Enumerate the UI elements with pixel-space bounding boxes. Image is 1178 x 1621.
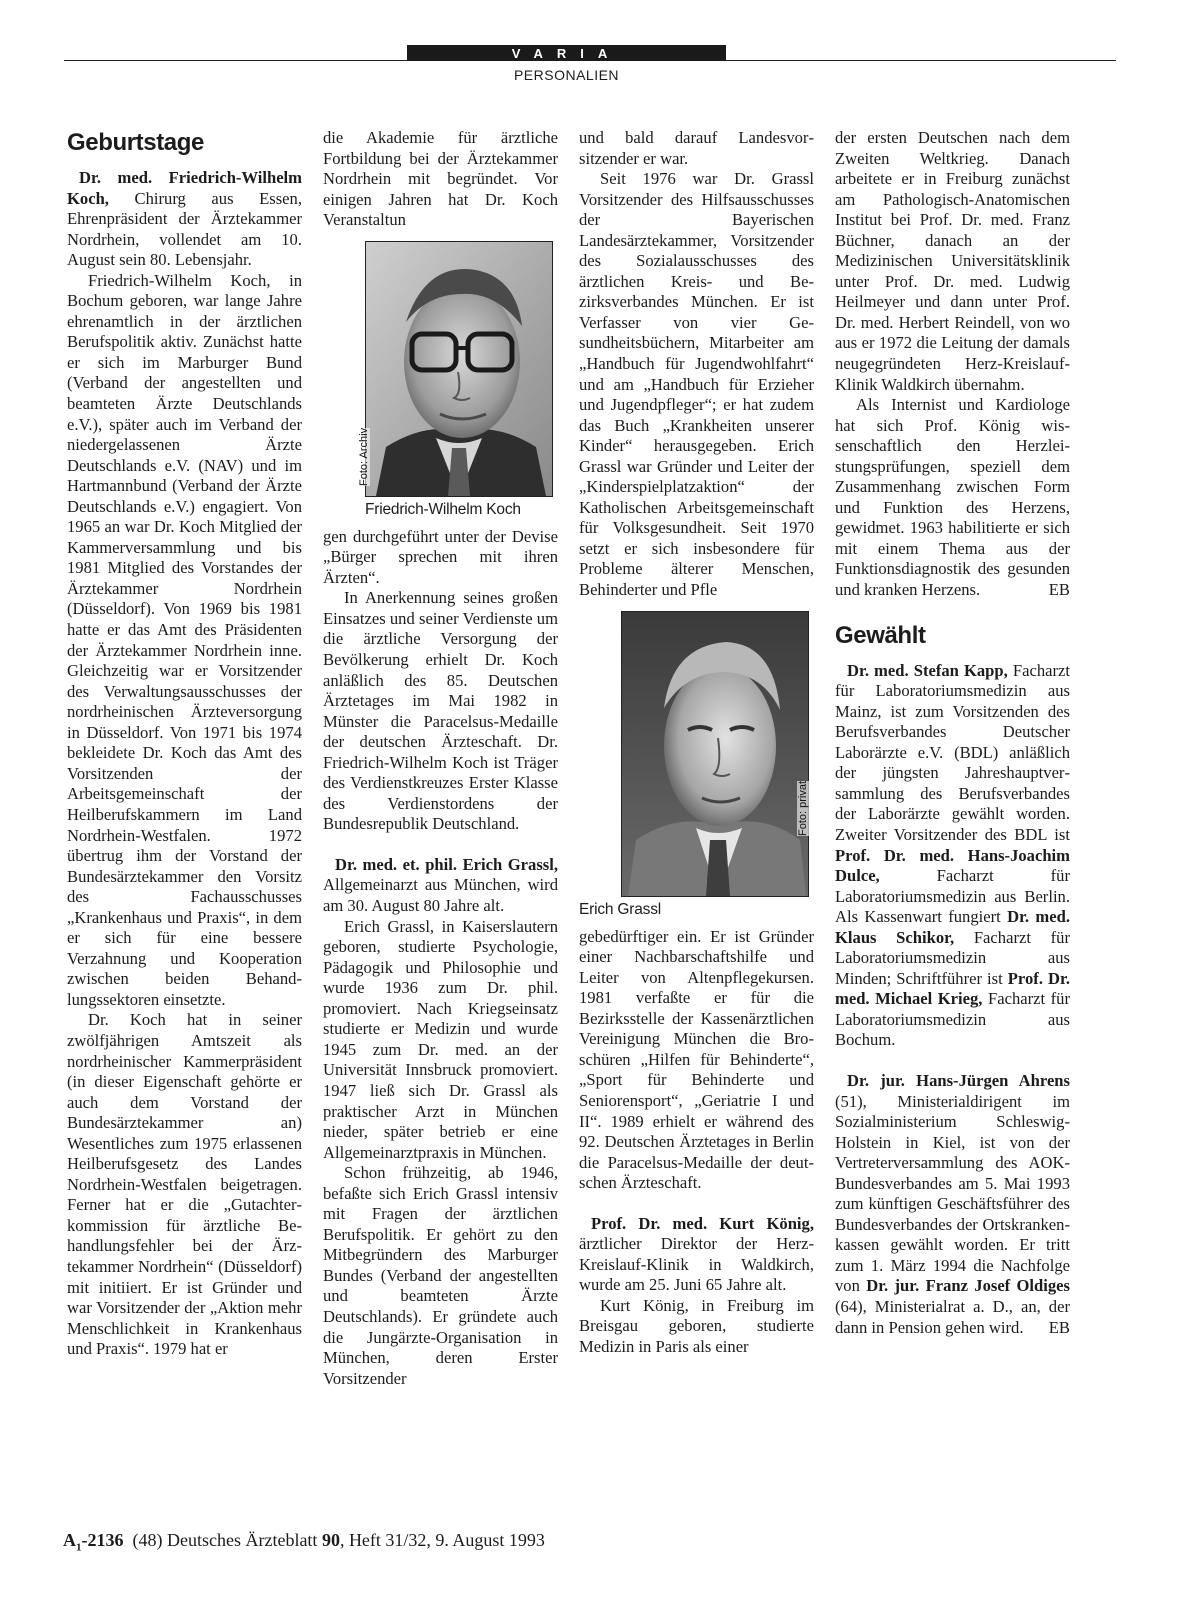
person-name: Dr. med. Klaus Schikor, xyxy=(835,907,1070,947)
page-footer: $A_1-2136$ (48) Deutsches Ärzteblatt 90, Heft 31/32, 9. August 1993 xyxy=(63,1530,545,1554)
paragraph: Prof. Dr. med. Kurt König, ärztlicher Direktor der Herz-Kreislauf-Klinik in Waldkirch, wurde am 25. Juni 65 Jahre alt. xyxy=(579,1213,814,1295)
paragraph: Schon frühzeitig, ab 1946, befaßte sich Erich Grassl intensiv mit Fragen der ärztlichen Berufspolitik. Er gehört zu den Mitbegründern des Marburger Bundes (Verband der angestellten und beamteten Ärzte Deutschlands). Er gründete auch die Jungärzte-Organisation in München, deren Erster Vorsitzender xyxy=(323,1163,558,1388)
column-2 xyxy=(323,128,558,1389)
person-name: Dr. med. Stefan Kapp, xyxy=(847,660,1008,680)
heading-geburtstage: Geburtstage xyxy=(67,129,204,156)
photo-credit: Foto: privat xyxy=(796,780,809,836)
paragraph: und bald darauf Landesvorsitzender er war. xyxy=(579,128,814,168)
paragraph: gebedürftiger ein. Er ist Gründer einer Nachbarschaftshilfe und Leiter von Altenpflegekursen. 1981 verfaßte er für die Bezirksstelle der Kassenärztlichen Vereinigung München die Broschüren „Hilfen für Behinderte“, „Sport für Behinderte und Seniorensport“, „Geriatrie I und II“. 1989 erhielt er während des 92. Deutschen Ärztetages in Berlin die Paracelsus-Medaille der deutschen Ärzteschaft. xyxy=(579,926,814,1193)
paragraph: Seit 1976 war Dr. Grassl Vorsitzender des Hilfsausschusses der Bayerischen Landesärztekammer, Vorsitzender des Sozialausschusses des ärztlichen Kreis- und Bezirksverbandes München. Er ist Verfasser von vier Gesundheitsbüchern, Mitarbeiter am „Handbuch für Jugendwohlfahrt“ und am „Handbuch für Erzieher und Jugendpfleger“; er hat zudem das Buch „Krankheiten unserer Kinder“ herausgegeben. Erich Grassl war Gründer und Leiter der „Kinderspielplatzaktion“ der Katholischen Arbeitsgemeinschaft für Volksgesundheit. Seit 1970 setzt er sich insbesondere für Probleme älterer Menschen, Behinderter und Pfle xyxy=(579,169,814,600)
paragraph: gen durchgeführt unter der Devise „Bürger sprechen mit ihren Ärzten“. xyxy=(323,526,558,587)
paragraph: Dr. med. Stefan Kapp, Facharzt für Laboratoriumsmedizin aus Mainz, ist zum Vorsitzenden des Berufsverbandes Deutscher Laborärzte e.V. (BDL) anläßlich der jüngsten Jahreshauptversammlung des Berufsverbandes der Laborärzte gewählt worden. Zweiter Vorsitzender des BDL ist Prof. Dr. med. Hans-Joachim Dulce, Facharzt für Laboratoriumsmedizin aus Berlin. Als Kassenwart fungiert Dr. med. Klaus Schikor, Facharzt für Laboratoriumsmedizin aus Minden; Schriftführer ist Prof. Dr. med. Michael Krieg, Facharzt für Laboratoriumsmedizin aus Bochum. xyxy=(835,660,1071,1050)
photo-caption: Friedrich-Wilhelm Koch xyxy=(365,500,521,518)
portrait-grassl-image xyxy=(622,612,808,896)
paragraph: Dr. med. Friedrich-Wilhelm Koch, Chirurg aus Essen, Ehrenpräsident der Ärztekammer Nordrhein, vollendet am 10. August sein 80. Lebensjahr. xyxy=(67,168,302,270)
person-name: Dr. med. Friedrich-Wilhelm Koch, xyxy=(67,168,302,208)
photo-caption: Erich Grassl xyxy=(579,900,662,918)
paragraph: Friedrich-Wilhelm Koch, in Bochum geboren, war lange Jahre ehrenamtlich in der ärztlichen Berufspolitik aktiv. Zunächst hatte er sich im Marburger Bund (Verband der angestellten und beamteten Ärzte Deutschlands e.V.), später auch im Verband der niedergelassenen Ärzte Deutschlands e.V. (NAV) und im Hartmannbund (Verband der Ärzte Deutschlands e.V.) engagiert. Von 1965 an war Dr. Koch Mitglied der Kammerversammlung und bis 1981 Mitglied des Vorstandes der Ärztekammer Nordrhein (Düsseldorf). Von 1969 bis 1981 hatte er das Amt des Präsidenten der Ärztekammer Nordrhein inne. Gleichzeitig war er Vorsitzender des Verwaltungsausschusses der nordrheinischen Ärzteversorgung in Düsseldorf. Von 1971 bis 1974 bekleidete Dr. Koch das Amt des Vorsitzenden der Arbeitsgemeinschaft der Heilberufskammern im Land Nordrhein-Westfalen. 1972 übertrug ihm der Vorstand der Bundesärztekammer den Vorsitz des Fachausschusses „Krankenhaus und Praxis“, in dem er sich für eine bessere Verzahnung und Kooperation zwischen beiden Behandlungssektoren einsetzte. xyxy=(67,270,302,1009)
column-1 xyxy=(67,128,302,1360)
portrait-photo-grassl xyxy=(621,611,809,897)
page-number: $A_1-2136$ xyxy=(63,1530,124,1554)
volume-number: 90 xyxy=(321,1530,340,1550)
person-name: Prof. Dr. med. Hans-Joachim Dulce, xyxy=(835,845,1070,886)
section-banner: VARIA xyxy=(407,45,726,61)
person-name: Dr. med. et. phil. Erich Grassl, xyxy=(335,854,558,874)
author-initials: EB xyxy=(1048,580,1070,600)
paragraph: Dr. Koch hat in seiner zwölfjährigen Amtszeit als nordrheinischer Kammerpräsident (in dieser Eigenschaft gehörte er auch dem Vorstand der Bundesärztekammer an) Wesentliches zum 1975 erlassenen Heilberufsgesetz des Landes Nordrhein-Westfalen beigetragen. Ferner hat er die „Gutachterkommission für ärztliche Behandlungsfehler bei der Ärztekammer Nordrhein“ (Düsseldorf) mit initiiert. Er ist Gründer und war Vorsitzender der „Aktion mehr Menschlichkeit in Krankenhaus und Praxis“. 1979 hat er xyxy=(67,1010,302,1359)
person-name: Dr. jur. Hans-Jürgen Ahrens xyxy=(847,1070,1070,1090)
paragraph: die Akademie für ärztliche Fortbildung bei der Ärztekammer Nordrhein mit begründet. Vor einigen Jahren hat Dr. Koch Veranstaltun xyxy=(323,128,558,230)
subsection-title: PERSONALIEN xyxy=(513,67,620,83)
paragraph: Als Internist und Kardiologe hat sich Prof. König wissenschaftlich den Herzleistungsprüfungen, speziell dem Zusammenhang zwischen Form und Funktion des Herzens, gewidmet. 1963 habilitierte er sich mit einem Thema aus der Funktionsdiagnostik des gesunden und kranken Herzens. EB xyxy=(835,395,1070,600)
column-3 xyxy=(579,128,814,1358)
column-4 xyxy=(835,128,1070,1338)
photo-credit: Foto: Archiv xyxy=(358,427,370,486)
author-initials: EB xyxy=(1048,1317,1070,1337)
paragraph: Erich Grassl, in Kaiserslautern geboren, studierte Psychologie, Pädagogik und Philosophie und wurde 1936 zum Dr. phil. promoviert. Nach Kriegseinsatz studierte er Medizin und wurde 1945 zum Dr. med. an der Universität Innsbruck promoviert. 1947 ließ sich Dr. Grassl als praktischer Arzt in München nieder, später betrieb er eine Allgemeinarztpraxis in München. xyxy=(323,916,558,1162)
paragraph: der ersten Deutschen nach dem Zweiten Weltkrieg. Danach arbeitete er in Freiburg zunächst am Pathologisch-Anatomischen Institut bei Prof. Dr. med. Franz Büchner, danach an der Medizinischen Universitätsklinik unter Prof. Dr. med. Ludwig Heilmeyer und dann unter Prof. Dr. med. Herbert Reindell, von wo aus er 1972 die Leitung der damals neugegründeten Herz-Kreislauf-Klinik Waldkirch übernahm. xyxy=(835,128,1070,394)
paragraph: Kurt König, in Freiburg im Breisgau geboren, studierte Medizin in Paris als einer xyxy=(579,1295,814,1356)
portrait-photo-koch xyxy=(358,241,553,497)
paragraph: In Anerkennung seines großen Einsatzes und seiner Verdienste um die ärztliche Versorgung der Bevölkerung erhielt Dr. Koch anläßlich des 85. Deutschen Ärztetages im Mai 1982 in Münster die Paracelsus-Medaille der deutschen Ärzteschaft. Dr. Friedrich-Wilhelm Koch ist Träger des Verdienstkreuzes Erster Klasse des Verdienstordens der Bundesrepublik Deutschland. xyxy=(323,588,558,834)
paragraph: Dr. jur. Hans-Jürgen Ahrens (51), Ministerialdirigent im Sozialministerium Schleswig-Holstein in Kiel, ist von der Vertreterversammlung des AOK-Bundesverbandes am 5. Mai 1993 zum künftigen Geschäftsführer des Bundesverbandes der Ortskrankenkassen gewählt worden. Er tritt zum 1. März 1994 die Nachfolge von Dr. jur. Franz Josef Oldiges (64), Ministerialrat a. D., an, der dann in Pension gehen wird. EB xyxy=(835,1070,1071,1337)
heading-gewaehlt: Gewählt xyxy=(835,621,926,649)
person-name: Dr. jur. Franz Josef Oldiges xyxy=(866,1276,1071,1296)
portrait-koch-image xyxy=(366,242,552,496)
person-name: Prof. Dr. med. Michael Krieg, xyxy=(835,968,1071,1009)
paragraph: Dr. med. et. phil. Erich Grassl, Allgemeinarzt aus München, wird am 30. August 80 Jahre alt. xyxy=(323,854,558,916)
person-name: Prof. Dr. med. Kurt König, xyxy=(591,1213,814,1233)
